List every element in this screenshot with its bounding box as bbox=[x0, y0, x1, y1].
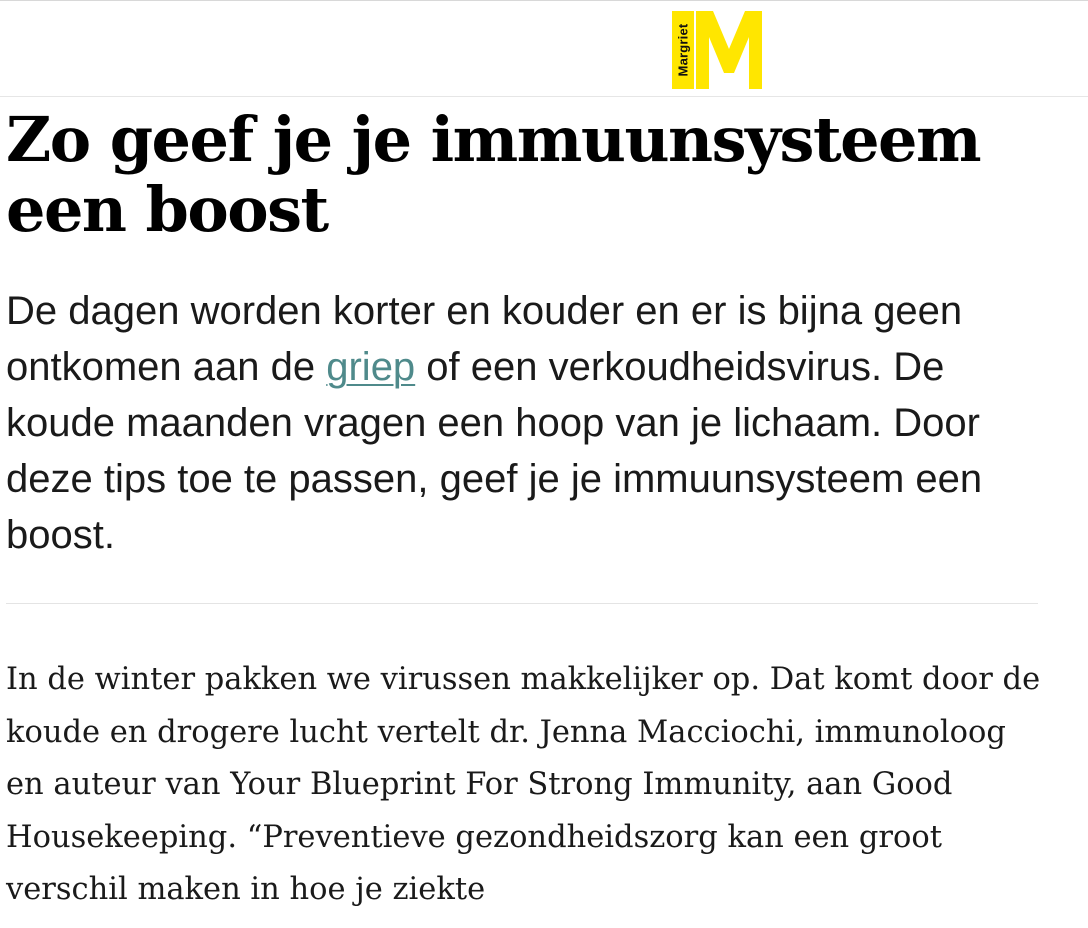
logo-wordmark: Margriet bbox=[675, 23, 691, 77]
griep-link[interactable]: griep bbox=[326, 345, 416, 389]
intro-text-end: of een verkoudheidsvirus. De koude maanden vragen een hoop van je lichaam. Door deze tips toe te passen, geef je je immuunsysteem een boost. bbox=[6, 345, 983, 557]
logo-m-icon bbox=[696, 11, 762, 89]
article-intro bbox=[6, 283, 1036, 563]
margriet-logo[interactable] bbox=[672, 11, 762, 89]
article-title: Zo geef je je immuunsysteem een boost bbox=[6, 103, 981, 246]
logo-strip bbox=[672, 11, 694, 89]
intro-text-start: De dagen worden korter en kouder en er is bijna geen ontkomen aan de bbox=[6, 289, 963, 389]
article bbox=[6, 97, 1046, 917]
site-header bbox=[0, 1, 1088, 96]
article-body-paragraph: In de winter pakken we virussen makkelijker op. Dat komt door de koude en drogere lucht vertelt dr. Jenna Macciochi, immunoloog en auteur van Your Blueprint For Strong Immunity, aan Good Housekeeping. “Preventieve gezondheidszorg kan een groot verschil maken in hoe je ziekte bbox=[6, 662, 1041, 907]
section-divider bbox=[6, 603, 1038, 604]
